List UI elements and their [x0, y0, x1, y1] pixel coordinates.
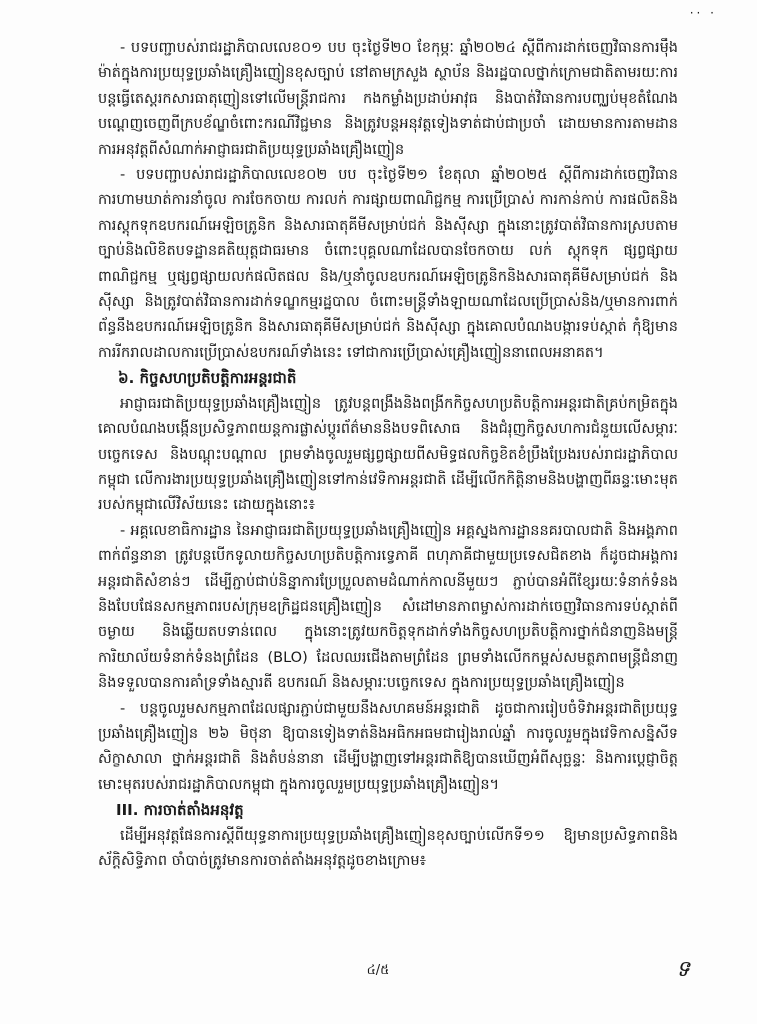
corner-scan-marks: ·· ·	[689, 6, 717, 20]
paragraph-implementation: ដើម្បីអនុវត្តផែនការស្តីពីយុទ្ធនាការប្រយុទ្ធប្រឆាំងគ្រឿងញៀនខុសច្បាប់លើកទី១១ ឱ្យមានប្រសិទ្ធភាពនិងស័ក្តិសិទ្ធិភាព ចាំបាច់ត្រូវមានការចាត់តាំងអនុវត្តដូចខាងក្រោម៖	[98, 827, 678, 869]
handwritten-initial: ទ	[676, 957, 690, 982]
document-body	[98, 36, 678, 874]
paragraph-directive-02: - បទបញ្ជាបស់រាជរដ្ឋាភិបាលលេខ០២ បប ចុះថ្ងៃទី២១ ខែតុលា ឆ្នាំ២០២៥ ស្តីពីការដាក់ចេញវិធានការហាមឃាត់ការនាំចូល ការចែកចាយ ការលក់ ការផ្សាយពាណិជ្ជកម្ម ការប្រើប្រាស់ ការកាន់កាប់ ការផលិតនិងការស្តុកទុកឧបករណ៍អេឡិចត្រូនិក និងសារធាតុគីមីសម្រាប់ជក់ និងស៊ីស្សា ក្នុងនោះត្រូវបាត់វិធានការស្របតាមច្បាប់និងលិខិតបទដ្ឋានគតិយុត្តជាធរមាន ចំពោះបុគ្គលណាដែលបានចែកចាយ លក់ ស្តុកទុក ផ្សព្វផ្សាយពាណិជ្ជកម្ម ឬផ្សព្វផ្សាយលក់ផលិតផល និង/ឬនាំចូលឧបករណ៍អេឡិចត្រូនិកនិងសារធាតុគីមីសម្រាប់ជក់ និងស៊ីស្សា និងត្រូវបាត់វិធានការដាក់ទណ្ឌកម្មរដ្ឋបាល ចំពោះមន្ត្រីទាំងឡាយណាដែលប្រើប្រាស់និង/ឬមានការពាក់ព័ន្ធនឹងឧបករណ៍អេឡិចត្រូនិក និងសារធាតុគីមីសម្រាប់ជក់ និងស៊ីស្សា ក្នុងគោលបំណងបង្ការទប់ស្កាត់ កុំឱ្យមានការរីករាលដាលការប្រើប្រាស់ឧបករណ៍ទាំងនេះ ទៅជាការប្រើប្រាស់គ្រឿងញៀននាពេលអនាគត។	[98, 167, 678, 361]
section-heading-implementation: III. ការចាត់តាំងអនុវត្ត	[116, 801, 244, 820]
page-number: ៤/៥	[366, 963, 390, 978]
paragraph-directive-01: - បទបញ្ជាបស់រាជរដ្ឋាភិបាលលេខ០១ បប ចុះថ្ងៃទី២០ ខែកុម្ភៈ ឆ្នាំ២០២៤ ស្តីពីការដាក់ចេញវិធានការម៉ឹងម៉ាត់ក្នុងការប្រយុទ្ធប្រឆាំងគ្រឿងញៀនខុសច្បាប់ នៅតាមក្រសួង ស្ថាប័ន និងរដ្ឋបាលថ្នាក់ក្រោមជាតិតាមរយៈការបន្តធ្វើតេស្តរកសារធាតុញៀនទៅលើមន្ត្រីរាជការ កងកម្លាំងប្រដាប់អាវុធ និងបាត់វិធានការបញ្ឈប់មុខតំណែង បណ្តេញចេញពីក្របខ័ណ្ឌចំពោះករណីវិជ្ជមាន និងត្រូវបន្តអនុវត្តទៀងទាត់ជាប់ជាប្រចាំ ដោយមានការតាមដានការអនុវត្តពីសំណាក់អាជ្ញាធរជាតិប្រយុទ្ធប្រឆាំងគ្រឿងញៀន	[98, 40, 678, 158]
paragraph-general-secretariat: - អគ្គលេខាធិការដ្ឋាន នៃអាជ្ញាធរជាតិប្រយុទ្ធប្រឆាំងគ្រឿងញៀន អគ្គស្នងការដ្ឋាននគរបាលជាតិ និងអង្គភាពពាក់ព័ន្ធនានា ត្រូវបន្តបើកទូលាយកិច្ចសហប្រតិបត្តិការទ្វេភាគី ពហុភាគីជាមួយប្រទេសជិតខាង ក៏ដូចជាអង្គការអន្តរជាតិសំខាន់ៗ ដើម្បីភ្ជាប់ជាប់និន្នាការប្រែប្រួលតាមដំណាក់កាលនីមួយៗ ភ្ជាប់បានអំពីខ្សែរយៈទំនាក់ទំនង និងបែបផែនសកម្មភាពរបស់ក្រុមឧក្រិដ្ឋជនគ្រឿងញៀន សំដៅមានភាពម្ចាស់ការដាក់ចេញវិធានការទប់ស្កាត់ពីចម្ងាយ និងឆ្លើយតបទាន់ពេល ក្នុងនោះត្រូវយកចិត្តទុកដាក់ទាំងកិច្ចសហប្រតិបត្តិការថ្នាក់ជំនាញនិងមន្ត្រីការិយាល័យទំនាក់ទំនងព្រំដែន (BLO) ដែលឈរជើងតាមព្រំដែន ព្រមទាំងលើកកម្ពស់សមត្ថភាពមន្ត្រីជំនាញ និងទទួលបានការគាំទ្រទាំងស្មារតី ឧបករណ៍ និងសម្ភារៈបច្ចេកទេស ក្នុងការប្រយុទ្ធប្រឆាំងគ្រឿងញៀន	[98, 522, 678, 692]
paragraph-international-cooperation: អាជ្ញាធរជាតិប្រយុទ្ធប្រឆាំងគ្រឿងញៀន ត្រូវបន្តពង្រឹងនិងពង្រីកកិច្ចសហប្រតិបត្តិការអន្តរជាតិគ្រប់កម្រិតក្នុងគោលបំណងបង្កើនប្រសិទ្ធភាពយន្តការផ្លាស់ប្តូរព័ត៌មាននិងបទពិសោធ និងជំរុញកិច្ចសហការជំនួយលើសម្ភារៈបច្ចេកទេស និងបណ្តុះបណ្តាល ព្រមទាំងចូលរួមផ្សព្វផ្សាយពីសមិទ្ធផលកិច្ចខិតខំប្រឹងប្រែងរបស់រាជរដ្ឋាភិបាលកម្ពុជា លើការងារប្រយុទ្ធប្រឆាំងគ្រឿងញៀនទៅកាន់វេទិកាអន្តរជាតិ ដើម្បីលើកកិត្តិនាមនិងបង្ហាញពីឆន្ទៈមោះមុតរបស់កម្ពុជាលើវិស័យនេះ ដោយក្នុងនោះ៖	[98, 395, 678, 514]
paragraph-international-community: - បន្តចូលរួមសកម្មភាពដែលផ្សារភ្ជាប់ជាមួយនឹងសហគមន៍អន្តរជាតិ ដូចជាការរៀបចំទិវាអន្តរជាតិប្រយុទ្ធប្រឆាំងគ្រឿងញៀន ២៦ មិថុនា ឱ្យបានទៀងទាត់និងអធិកអធមជារៀងរាល់ឆ្នាំ ការចូលរួមក្នុងវេទិកាសន្និសីទ សិក្ខាសាលា ថ្នាក់អន្តរជាតិ និងតំបន់នានា ដើម្បីបង្ហាញទៅអន្តរជាតិឱ្យបានឃើញអំពីសុច្ឆន្ទៈ និងការប្តេជ្ញាចិត្តមោះមុតរបស់រាជរដ្ឋាភិបាលកម្ពុជា ក្នុងការចូលរួមប្រយុទ្ធប្រឆាំងគ្រឿងញៀន។	[98, 700, 678, 793]
section-heading-international-cooperation: ៦. កិច្ចសហប្រតិបត្តិការអន្តរជាតិ	[118, 369, 297, 388]
